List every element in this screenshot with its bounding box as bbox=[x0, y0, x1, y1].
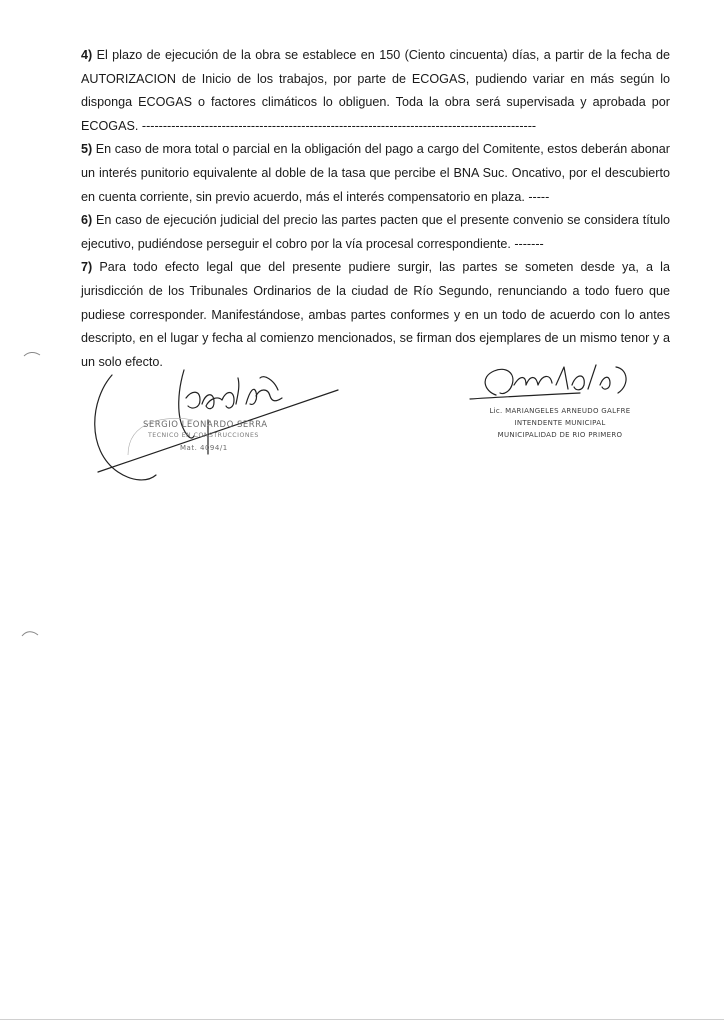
clause-5 bbox=[81, 138, 670, 209]
clause-number: 5) bbox=[81, 142, 93, 157]
handwritten-signature-right bbox=[460, 355, 660, 415]
clause-number: 6) bbox=[81, 213, 93, 228]
signature-block-right bbox=[460, 355, 660, 465]
margin-mark bbox=[20, 626, 42, 640]
clause-4 bbox=[81, 44, 670, 138]
clause-text: En caso de ejecución judicial del precio las partes pacten que el presente convenio se considera título ejecutivo, pudiéndose perseguir el cobro por la vía procesal correspondiente. ------- bbox=[81, 213, 670, 251]
stamp-institution-right: MUNICIPALIDAD DE RIO PRIMERO bbox=[497, 431, 623, 439]
stamp-registration-left: Mat. 4094/1 bbox=[180, 444, 228, 452]
clause-text: En caso de mora total o parcial en la obligación del pago a cargo del Comitente, estos deberán abonar un interés punitorio equivalente al doble de la tasa que percibe el BNA Suc. Oncativo, por el descubierto en cuenta corriente, sin previo acuerdo, más el interés compensatorio en plaza. ----- bbox=[81, 142, 670, 204]
signature-block-left bbox=[88, 360, 348, 490]
stamp-name-right: Lic. MARIANGELES ARNEUDO GALFRE bbox=[489, 407, 631, 415]
clause-text: El plazo de ejecución de la obra se establece en 150 (Ciento cincuenta) días, a partir de la fecha de AUTORIZACION de Inicio de los trabajos, por parte de ECOGAS, pudiendo variar en más según lo disponga ECOGAS o factores climáticos lo obliguen. Toda la obra será supervisada y aprobada por ECOGAS. ---------------------------------------------------------------------------------------------- bbox=[81, 48, 670, 133]
stamp-title-left: TECNICO EN CONSTRUCCIONES bbox=[148, 432, 259, 439]
contract-body bbox=[81, 44, 670, 374]
clause-text: Para todo efecto legal que del presente pudiere surgir, las partes se someten desde ya, a la jurisdicción de los Tribunales Ordinarios de la ciudad de Río Segundo, renunciando a todo fuero que pudiese corresponder. Manifestándose, ambas partes conformes y en un todo de acuerdo con lo antes descripto, en el lugar y fecha al comienzo mencionados, se firman dos ejemplares de un mismo tenor y a un solo efecto. bbox=[81, 260, 670, 369]
stamp-title-right: INTENDENTE MUNICIPAL bbox=[514, 419, 606, 427]
clause-number: 7) bbox=[81, 260, 93, 275]
margin-mark bbox=[22, 348, 44, 360]
clause-number: 4) bbox=[81, 48, 93, 62]
clause-6 bbox=[81, 209, 670, 256]
page-edge-line bbox=[0, 1019, 724, 1020]
stamp-name-left: SERGIO LEONARDO SERRA bbox=[143, 420, 268, 430]
